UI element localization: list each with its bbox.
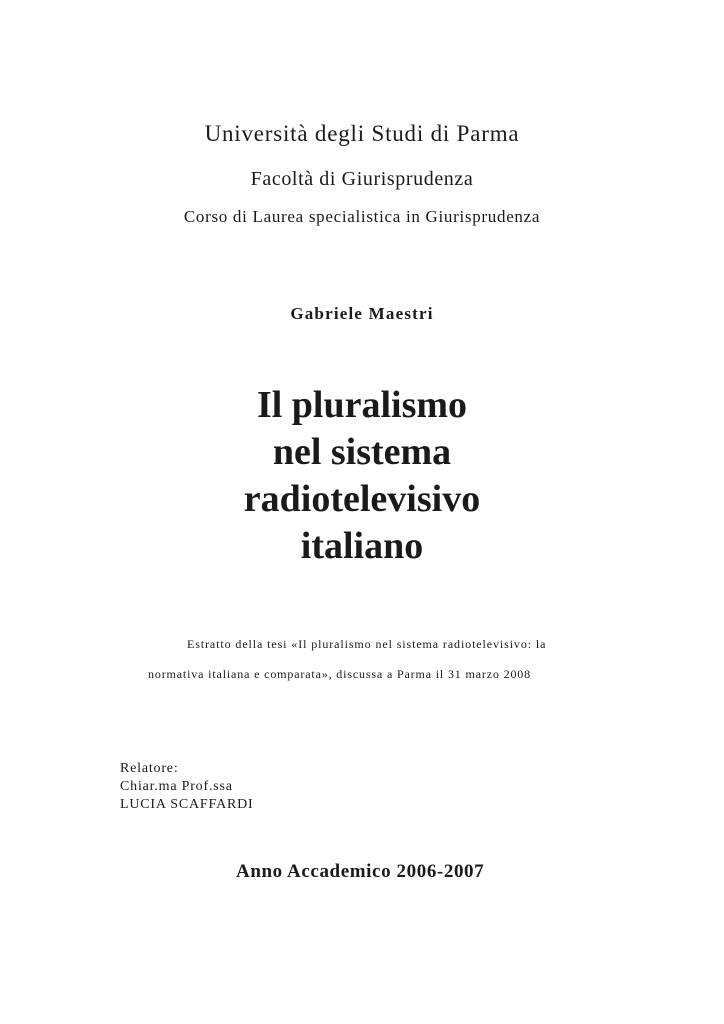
advisor-name: LUCIA SCAFFARDI <box>120 797 254 812</box>
title-line: Il pluralismo <box>256 384 468 426</box>
course-name: Corso di Laurea specialistica in Giurisprudenza <box>183 207 541 226</box>
faculty-name: Facoltà di Giurisprudenza <box>250 168 474 190</box>
author-name: Gabriele Maestri <box>290 304 434 323</box>
title-line: italiano <box>300 525 424 567</box>
academic-year: Anno Accademico 2006-2007 <box>236 861 485 882</box>
thesis-title <box>0 382 724 570</box>
excerpt-line-2: normativa italiana e comparata», discussa a Parma il 31 marzo 2008 <box>148 667 531 681</box>
university-name: Università degli Studi di Parma <box>204 121 520 146</box>
title-line: nel sistema <box>272 431 452 473</box>
advisor-label: Relatore: <box>120 761 179 776</box>
title-line: radiotelevisivo <box>243 478 481 520</box>
advisor-block <box>120 760 254 814</box>
advisor-honorific: Chiar.ma Prof.ssa <box>120 779 233 794</box>
excerpt-line-1: Estratto della tesi «Il pluralismo nel sistema radiotelevisivo: la <box>187 637 547 651</box>
